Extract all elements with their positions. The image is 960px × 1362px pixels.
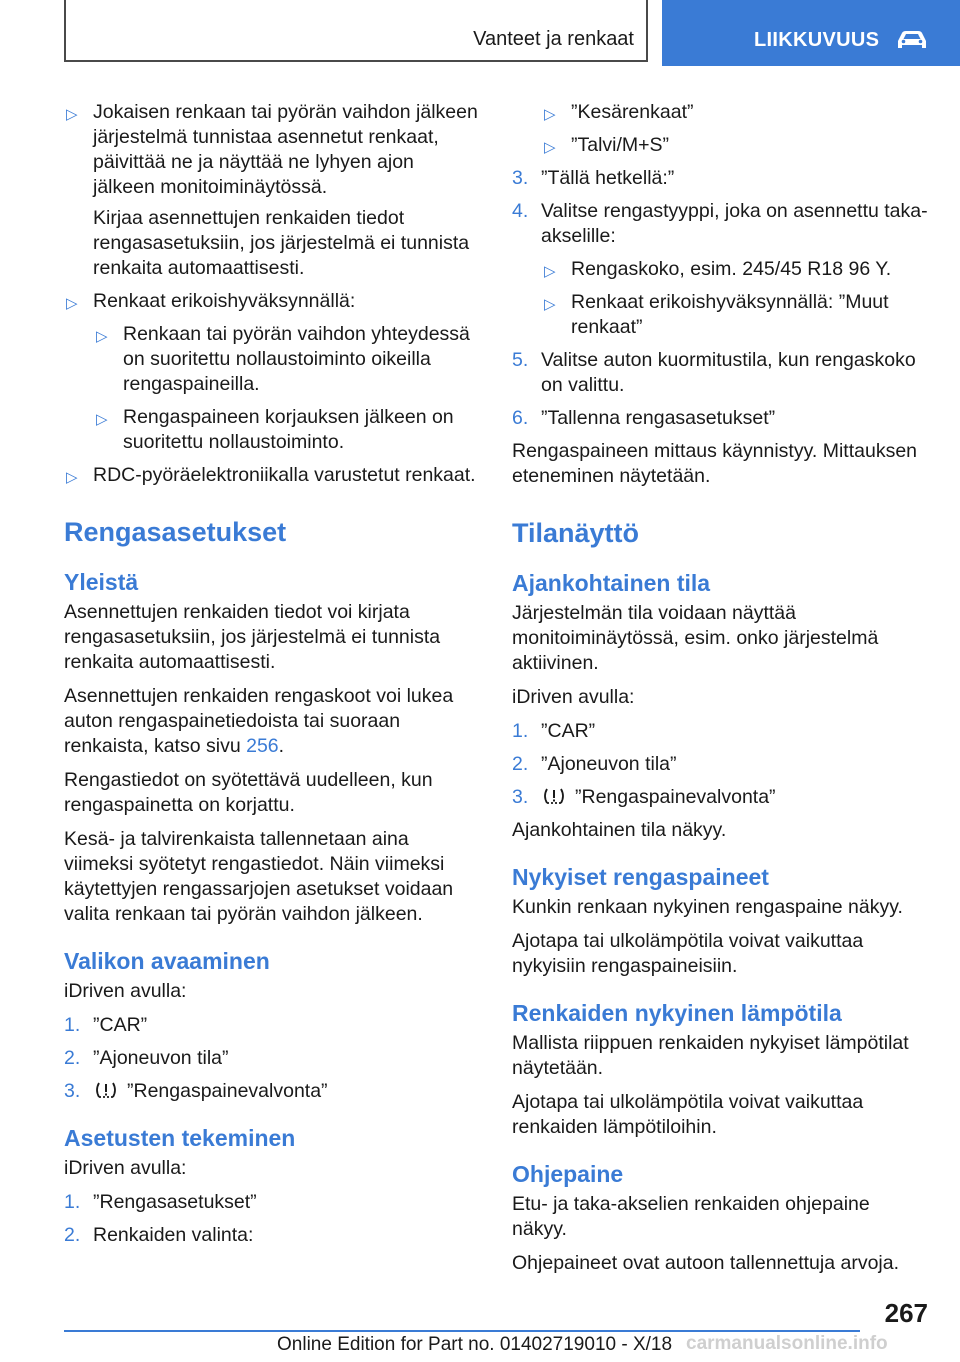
paragraph: Kunkin renkaan nykyinen rengaspaine näkyy. <box>512 896 903 918</box>
header-section-label: LIIKKUVUUS <box>754 29 880 51</box>
list-item-text: Rengaskoko, esim. 245/45 R18 96 Y. <box>571 258 892 280</box>
step-number: 2. <box>64 1047 81 1069</box>
step-text: Valitse auton kuormitustila, kun rengaskoko on valittu. <box>541 349 916 396</box>
paragraph: iDriven avulla: <box>64 1157 187 1179</box>
paragraph: Ajotapa tai ulkolämpötila voivat vaikuttaa renkaiden lämpötiloihin. <box>512 1091 864 1138</box>
step-text: ”Tallenna rengasasetukset” <box>541 407 776 429</box>
left-column <box>64 100 480 1256</box>
step-item <box>64 1013 480 1038</box>
step-text: Valitse rengastyyppi, joka on asennettu taka-akselille: <box>541 200 928 247</box>
subsection-heading: Valikon avaaminen <box>64 948 270 974</box>
sub-list-item <box>542 257 928 282</box>
list-item-text: Rengaspaineen korjauksen jälkeen on suoritettu nollaustoiminto. <box>123 406 454 453</box>
page-link[interactable]: 256 <box>246 735 279 757</box>
subsection-heading: Yleistä <box>64 569 139 595</box>
subsection-heading: Renkaiden nykyinen lämpötila <box>512 1000 842 1026</box>
list-item <box>64 289 480 314</box>
triangle-bullet-icon: ▷ <box>96 411 108 428</box>
watermark: carmanualsonline.info <box>682 1333 888 1355</box>
step-text: ”Ajoneuvon tila” <box>93 1047 229 1069</box>
triangle-bullet-icon: ▷ <box>544 106 556 123</box>
step-number: 3. <box>64 1080 81 1102</box>
step-text: ”Rengaspainevalvonta” <box>575 786 776 808</box>
list-item-text: Renkaat erikoishyväksynnällä: <box>93 290 356 312</box>
triangle-bullet-icon: ▷ <box>544 296 556 313</box>
step-item <box>64 1223 480 1248</box>
footer-edition: Online Edition for Part no. 01402719010 - X/18 <box>277 1334 673 1355</box>
subsection-heading: Ohjepaine <box>512 1161 624 1187</box>
step-number: 1. <box>64 1014 81 1036</box>
paragraph: iDriven avulla: <box>64 980 187 1002</box>
sub-list-item <box>94 322 480 397</box>
subsection-heading: Ajankohtainen tila <box>512 570 711 596</box>
step-item <box>512 166 928 191</box>
step-text: ”CAR” <box>541 720 596 742</box>
list-item-text: RDC-pyöräelektroniikalla varustetut renkaat. <box>93 464 476 486</box>
step-number: 5. <box>512 349 529 371</box>
sub-list-item <box>542 100 928 125</box>
step-number: 1. <box>512 720 529 742</box>
header-title-box <box>64 0 648 62</box>
paragraph: Mallista riippuen renkaiden nykyiset lämpötilat näytetään. <box>512 1032 909 1079</box>
right-column <box>512 100 928 1285</box>
paragraph: Järjestelmän tila voidaan näyttää monitoiminäytössä, esim. onko järjestelmä aktiivinen. <box>512 602 879 674</box>
triangle-bullet-icon: ▷ <box>96 328 108 345</box>
sub-list-item <box>542 290 928 340</box>
paragraph: Asennettujen renkaiden tiedot voi kirjata rengasasetuksiin, jos järjestelmä ei tunnista renkaita automaattisesti. <box>64 601 441 673</box>
section-heading: Rengasasetukset <box>64 517 287 547</box>
triangle-bullet-icon: ▷ <box>66 106 78 123</box>
step-number: 1. <box>64 1191 81 1213</box>
list-item <box>64 100 480 281</box>
list-item-text: Renkaat erikoishyväksynnällä: ”Muut renkaat” <box>571 291 889 338</box>
step-text: ”Rengaspainevalvonta” <box>127 1080 328 1102</box>
paragraph: Ohjepaineet ovat autoon tallennettuja arvoja. <box>512 1252 900 1274</box>
step-item <box>512 752 928 777</box>
step-item <box>512 719 928 744</box>
header-section-tab <box>662 0 960 66</box>
step-item <box>512 199 928 249</box>
paragraph: Ajotapa tai ulkolämpötila voivat vaikuttaa nykyisiin rengaspaineisiin. <box>512 930 864 977</box>
step-number: 2. <box>64 1224 81 1246</box>
step-text: Renkaiden valinta: <box>93 1224 254 1246</box>
subsection-heading: Nykyiset rengaspaineet <box>512 864 769 890</box>
list-item-text: Jokaisen renkaan tai pyörän vaihdon jälkeen järjestelmä tunnistaa asennetut renkaat, päivittää ne ja näyttää ne lyhyen ajon jälkeen monitoiminäytössä. <box>93 101 478 198</box>
triangle-bullet-icon: ▷ <box>544 139 556 156</box>
list-item <box>64 463 480 488</box>
step-number: 3. <box>512 786 529 808</box>
footer-divider <box>64 1330 860 1332</box>
paragraph-text: Asennettujen renkaiden rengaskoot voi lukea auton rengaspainetiedoista tai suoraan renkaista, katso sivu <box>64 685 454 757</box>
tire-pressure-warning-icon <box>93 1080 119 1100</box>
list-item-text: Renkaan tai pyörän vaihdon yhteydessä on suoritettu nollaustoiminto oikeilla rengaspaineilla. <box>123 323 470 395</box>
triangle-bullet-icon: ▷ <box>66 469 78 486</box>
paragraph <box>64 684 480 759</box>
paragraph: iDriven avulla: <box>512 686 635 708</box>
step-number: 4. <box>512 200 529 222</box>
sub-list-item <box>542 133 928 158</box>
section-heading: Tilanäyttö <box>512 518 640 548</box>
step-item <box>512 348 928 398</box>
step-item <box>512 406 928 431</box>
list-item-text: ”Talvi/M+S” <box>571 134 670 156</box>
step-item <box>64 1190 480 1215</box>
paragraph: Rengaspaineen mittaus käynnistyy. Mittauksen eteneminen näytetään. <box>512 440 918 487</box>
step-number: 6. <box>512 407 529 429</box>
sub-list-item <box>94 405 480 455</box>
list-item-continuation: Kirjaa asennettujen renkaiden tiedot rengasasetuksiin, jos järjestelmä ei tunnista renkaita automaattisesti. <box>93 207 470 279</box>
car-icon <box>895 28 929 52</box>
step-text: ”Rengasasetukset” <box>93 1191 257 1213</box>
subsection-heading: Asetusten tekeminen <box>64 1125 296 1151</box>
triangle-bullet-icon: ▷ <box>544 263 556 280</box>
step-number: 3. <box>512 167 529 189</box>
paragraph: Ajankohtainen tila näkyy. <box>512 819 727 841</box>
paragraph: Kesä- ja talvirenkaista tallennetaan aina viimeksi syötetyt rengastiedot. Näin viimeksi käytettyjen rengassarjojen asetukset voidaan valita renkaan tai pyörän vaihdon jälkeen. <box>64 828 454 925</box>
step-item <box>64 1079 480 1104</box>
header-title: Vanteet ja renkaat <box>473 28 634 50</box>
step-number: 2. <box>512 753 529 775</box>
triangle-bullet-icon: ▷ <box>66 295 78 312</box>
paragraph: Etu- ja taka-akselien renkaiden ohjepaine näkyy. <box>512 1193 870 1240</box>
page-number: 267 <box>884 1298 928 1328</box>
step-text: ”Tällä hetkellä:” <box>541 167 675 189</box>
step-item <box>512 785 928 810</box>
step-item <box>64 1046 480 1071</box>
paragraph: Rengastiedot on syötettävä uudelleen, kun rengaspainetta on korjattu. <box>64 769 433 816</box>
list-item-text: ”Kesärenkaat” <box>571 101 694 123</box>
step-text: ”CAR” <box>93 1014 148 1036</box>
tire-pressure-warning-icon <box>541 786 567 806</box>
step-text: ”Ajoneuvon tila” <box>541 753 677 775</box>
paragraph-text: . <box>278 735 285 757</box>
